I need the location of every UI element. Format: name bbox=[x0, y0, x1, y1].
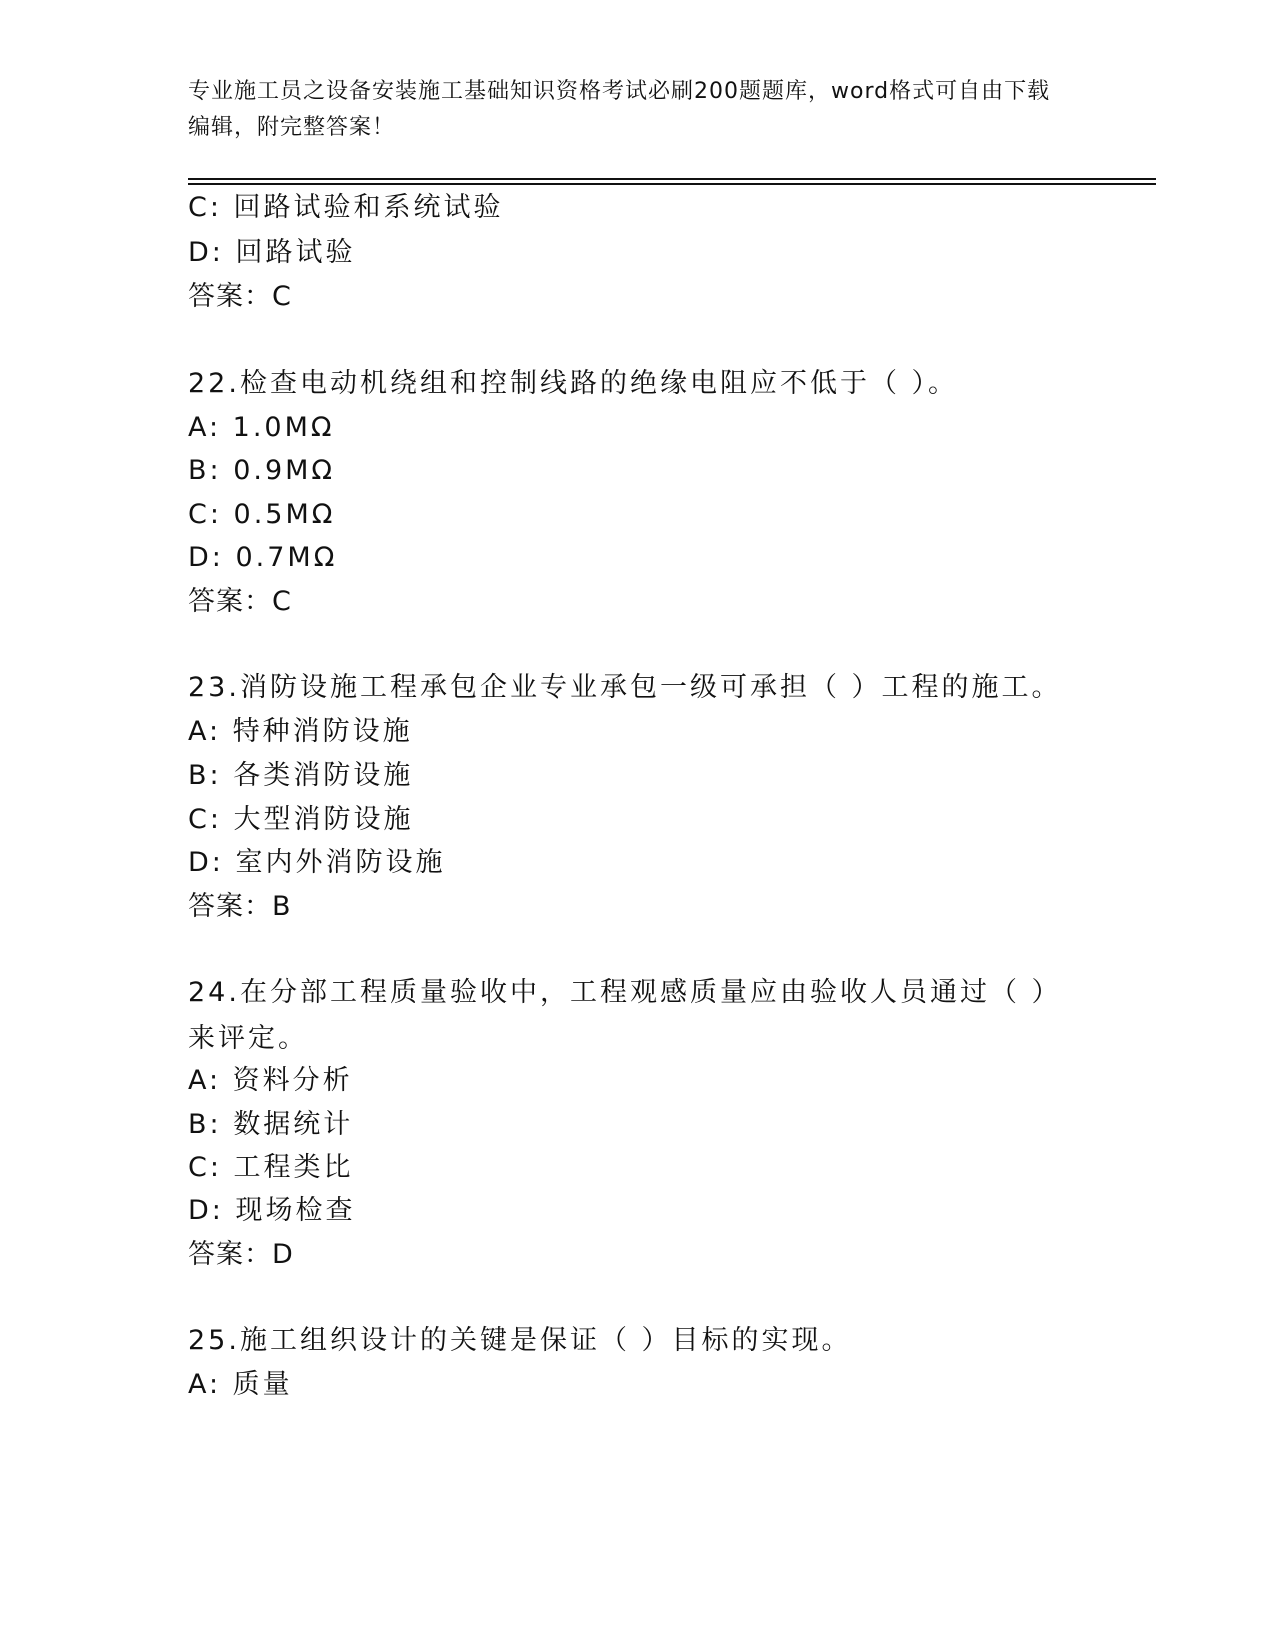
answer-line: 答案：C bbox=[188, 281, 292, 312]
header-divider-bottom bbox=[188, 183, 1156, 185]
question-stem-25: 25.施工组织设计的关键是保证（ ）目标的实现。 bbox=[188, 1325, 852, 1356]
option-d: D: 室内外消防设施 bbox=[188, 847, 446, 878]
option-d: D: 现场检查 bbox=[188, 1195, 356, 1226]
question-stem-22: 22.检查电动机绕组和控制线路的绝缘电阻应不低于（ ）。 bbox=[188, 368, 959, 399]
option-a: A: 质量 bbox=[188, 1369, 293, 1400]
answer-line: 答案：B bbox=[188, 891, 292, 922]
answer-line: 答案：D bbox=[188, 1239, 294, 1270]
option-d: D: 回路试验 bbox=[188, 237, 356, 268]
option-a: A: 特种消防设施 bbox=[188, 716, 413, 747]
question-stem-24: 24.在分部工程质量验收中，工程观感质量应由验收人员通过（ ）来评定。 bbox=[188, 977, 1049, 1054]
option-a: A: 1.0MΩ bbox=[188, 412, 335, 443]
option-b: B: 0.9MΩ bbox=[188, 455, 336, 486]
option-c: C: 0.5MΩ bbox=[188, 499, 336, 530]
answer-line: 答案：C bbox=[188, 586, 292, 617]
header-divider-top bbox=[188, 178, 1156, 180]
option-b: B: 各类消防设施 bbox=[188, 760, 414, 791]
option-b: B: 数据统计 bbox=[188, 1109, 354, 1140]
option-c: C: 工程类比 bbox=[188, 1152, 354, 1183]
option-c: C: 回路试验和系统试验 bbox=[188, 192, 504, 223]
option-c: C: 大型消防设施 bbox=[188, 804, 414, 835]
option-a: A: 资料分析 bbox=[188, 1065, 353, 1096]
document-header: 专业施工员之设备安装施工基础知识资格考试必刷200题题库，word格式可自由下载编辑，附完整答案！ bbox=[188, 79, 1051, 140]
question-stem-23: 23.消防设施工程承包企业专业承包一级可承担（ ）工程的施工。 bbox=[188, 672, 1062, 703]
option-d: D: 0.7MΩ bbox=[188, 542, 338, 573]
